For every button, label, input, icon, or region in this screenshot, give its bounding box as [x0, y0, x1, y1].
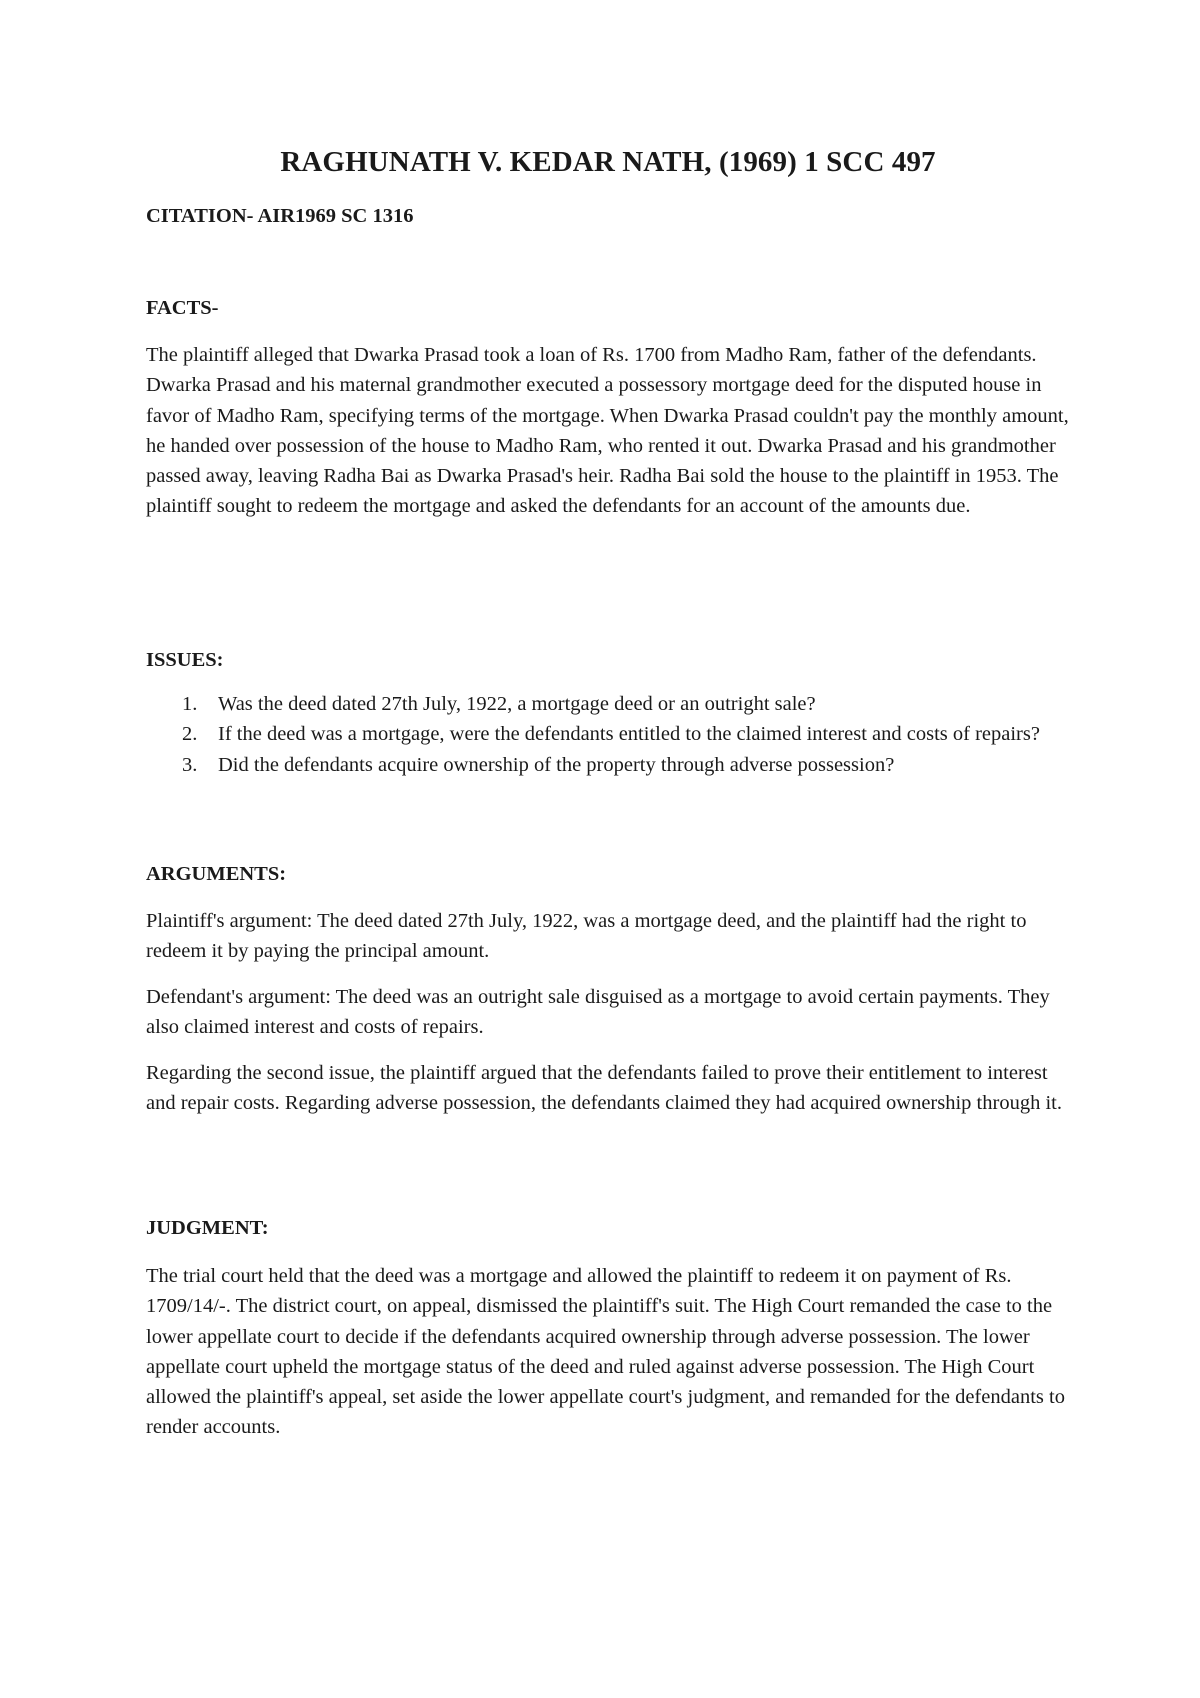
issue-number: 1.	[182, 693, 198, 715]
issue-text: Did the defendants acquire ownership of the property through adverse possession?	[218, 753, 895, 776]
defendant-argument: Defendant's argument: The deed was an outright sale disguised as a mortgage to avoid certain payments. They also claimed interest and costs of repairs.	[146, 986, 1050, 1039]
facts-paragraph: The plaintiff alleged that Dwarka Prasad took a loan of Rs. 1700 from Madho Ram, father of the defendants. Dwarka Prasad and his maternal grandmother executed a possessory mortgage deed for the disputed house in favor of Madho Ram, specifying terms of the mortgage. When Dwarka Prasad couldn't pay the monthly amount, he handed over possession of the house to Madho Ram, who rented it out. Dwarka Prasad and his grandmother passed away, leaving Radha Bai as Dwarka Prasad's heir. Radha Bai sold the house to the plaintiff in 1953. The plaintiff sought to redeem the mortgage and asked the defendants for an account of the amounts due.	[146, 344, 1069, 518]
judgment-heading: JUDGMENT:	[146, 1217, 269, 1239]
issue-item	[146, 719, 1070, 749]
issue-number: 3.	[182, 753, 198, 776]
issue-text: Was the deed dated 27th July, 1922, a mortgage deed or an outright sale?	[218, 693, 816, 715]
second-issue-argument: Regarding the second issue, the plaintiff argued that the defendants failed to prove their entitlement to interest and repair costs. Regarding adverse possession, the defendants claimed they had acquired ownership through it.	[146, 1062, 1062, 1115]
issue-item	[146, 689, 1070, 719]
issue-text: If the deed was a mortgage, were the defendants entitled to the claimed interest and costs of repairs?	[218, 723, 1040, 746]
issue-number: 2.	[182, 723, 198, 746]
case-citation: CITATION- AIR1969 SC 1316	[146, 205, 414, 227]
judgment-paragraph: The trial court held that the deed was a mortgage and allowed the plaintiff to redeem it on payment of Rs. 1709/14/-. The district court, on appeal, dismissed the plaintiff's suit. The High Court remanded the case to the lower appellate court to decide if the defendants acquired ownership through adverse possession. The lower appellate court upheld the mortgage status of the deed and ruled against adverse possession. The High Court allowed the plaintiff's appeal, set aside the lower appellate court's judgment, and remanded for the defendants to render accounts.	[146, 1265, 1065, 1439]
arguments-heading: ARGUMENTS:	[146, 863, 287, 885]
facts-heading: FACTS-	[146, 297, 219, 319]
issues-heading: ISSUES:	[146, 649, 224, 671]
issues-list	[146, 689, 1070, 780]
plaintiff-argument: Plaintiff's argument: The deed dated 27th July, 1922, was a mortgage deed, and the plaintiff had the right to redeem it by paying the principal amount.	[146, 910, 1027, 963]
issue-item	[146, 750, 1070, 780]
case-title: RAGHUNATH V. KEDAR NATH, (1969) 1 SCC 497	[280, 146, 936, 178]
